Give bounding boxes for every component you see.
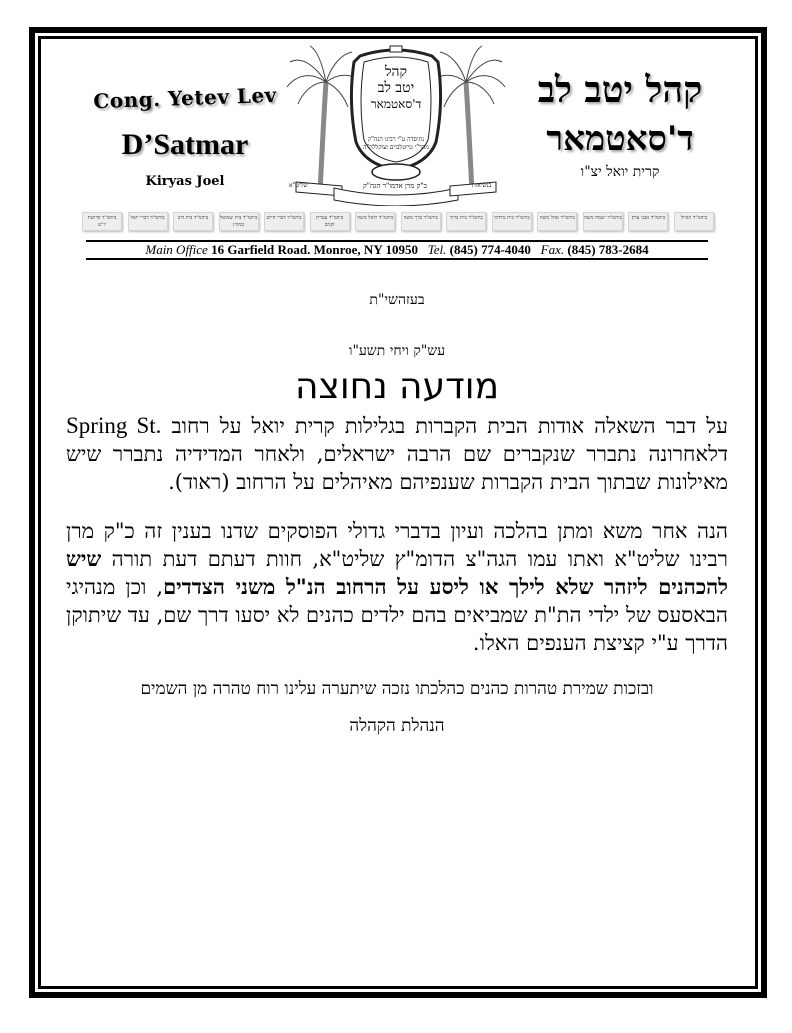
- crest-sub-line-2: מהר"י טייטלבוים זצוקללה"ה: [363, 144, 429, 151]
- crest-title: [365, 64, 427, 112]
- signature: הנהלת הקהלה: [349, 716, 445, 736]
- institution-box: ביהמ"ד הגדול: [674, 212, 714, 231]
- crest-ribbon-left: שליט"א: [289, 182, 308, 189]
- ruling-bold: שיש להכהנים ליזהר שלא לילך או ליסע על הרחוב הנ"ל משני הצדדים: [66, 546, 728, 599]
- crest-line-3: ד'סאטמאר: [370, 97, 422, 111]
- institution-box: ביהמ"ד ברך משה: [401, 212, 441, 231]
- congregation-name-he: קהל יטב לב: [537, 69, 703, 111]
- fax-label: Fax.: [540, 242, 565, 257]
- tel-label: Tel.: [427, 242, 447, 257]
- institution-box: ביהמ"ד אהל משה: [537, 212, 577, 231]
- closing-blessing: ובזכות שמירת טהרות כהנים כהלכתו נזכה שיתערה עלינו רוח טהרה מן השמים: [140, 679, 654, 699]
- letterhead-english: [80, 60, 290, 189]
- institution-box: ביהמ"ד ישמח משה: [583, 212, 623, 231]
- institution-box: ביהמ"ד בית מרדכי: [492, 212, 532, 231]
- tel-number: (845) 774-4040: [449, 242, 531, 257]
- institution-box: ביהמ"ד בית דוב: [173, 212, 213, 231]
- notice-title: מודעה נחוצה: [294, 366, 500, 407]
- address-rule-bottom: [86, 258, 708, 260]
- crest-line-1: קהל: [384, 64, 408, 80]
- location-he: קרית יואל יצ"ו: [580, 164, 660, 180]
- institution-box: ביהמ"ד ויואל משה: [355, 212, 395, 231]
- heading-abbreviation: בעזהשי"ת: [369, 292, 425, 308]
- street-name: Spring St.: [66, 413, 162, 438]
- dsatmar-en: D’Satmar: [121, 128, 249, 161]
- notice-body: [66, 290, 728, 738]
- institutions-row: [82, 212, 714, 232]
- office-label: Main Office: [145, 242, 208, 257]
- letterhead-hebrew: [520, 60, 720, 181]
- institution-box: ביהמ"ד בית ברוך: [446, 212, 486, 231]
- crest-ribbon-center: כ"ק מרן אדמו"ר הגה"ק: [363, 182, 427, 190]
- crest-line-2: יטב לב: [377, 80, 415, 96]
- location-en: Kiryas Joel: [145, 174, 225, 189]
- office-address: 16 Garfield Road. Monroe, NY 10950: [211, 242, 418, 257]
- institution-box: ביהמ"ד בית שמואל בנימין: [219, 212, 259, 231]
- institution-box: ביהמ"ד אבני צדק: [628, 212, 668, 231]
- crest-ribbon-right: בנשיאות: [472, 182, 492, 189]
- paragraph-1-part-1: על דבר השאלה אודות הבית הקברות בגלילות קרית יואל על רחוב: [161, 414, 729, 438]
- institution-box: ביהמ"ד דברי חיים: [264, 212, 304, 231]
- institution-box: ביהמ"ד עטרת זקנים: [310, 212, 350, 231]
- paragraph-2-part-2: , וכן מנהיגי הבאסעס של ילדי הת"ת שמביאים בהם ילדים כהנים לא יסעו דרך שם, עד שיתוקן הדרך ע"י קציצת הענפים האלו.: [66, 575, 728, 655]
- dsatmar-he: ד'סאטמאר: [546, 119, 694, 159]
- institution-box: ביהמ"ד דברי יואל: [128, 212, 168, 231]
- fax-number: (845) 783-2684: [567, 242, 649, 257]
- crest-subtitle: [355, 136, 437, 152]
- paragraph-1-part-2: דלאחרונה נתברר שנקברים שם הרבה ישראלים, ולאחר המדידיה נתברר שיש מאילונות שבתוך הבית הקברות שענפיהם מאיהלים על הרחוב (ראוד).: [66, 442, 728, 494]
- notice-date: עש"ק ויחי תשע"ו: [348, 343, 446, 359]
- paragraph-1: [66, 412, 728, 496]
- paragraph-2: [66, 517, 728, 657]
- address-line: [86, 242, 708, 258]
- paragraph-2-part-1: הנה אחר משא ומתן בהלכה ועיון בדברי גדולי הפוסקים שדנו בענין זה כ"ק מרן רבינו שליט"א ואתו עמו הגה"צ הדומ"ץ שליט"א, חוות דעתם דעת תורה: [66, 519, 728, 571]
- crest-sub-line-1: נתיסדה ע"י רבינו הגה"ק: [367, 136, 425, 143]
- congregation-name-en: Cong. Yetev Lev: [92, 82, 278, 114]
- institution-box: ביהמ"ד קדושת יו"ט: [82, 212, 122, 231]
